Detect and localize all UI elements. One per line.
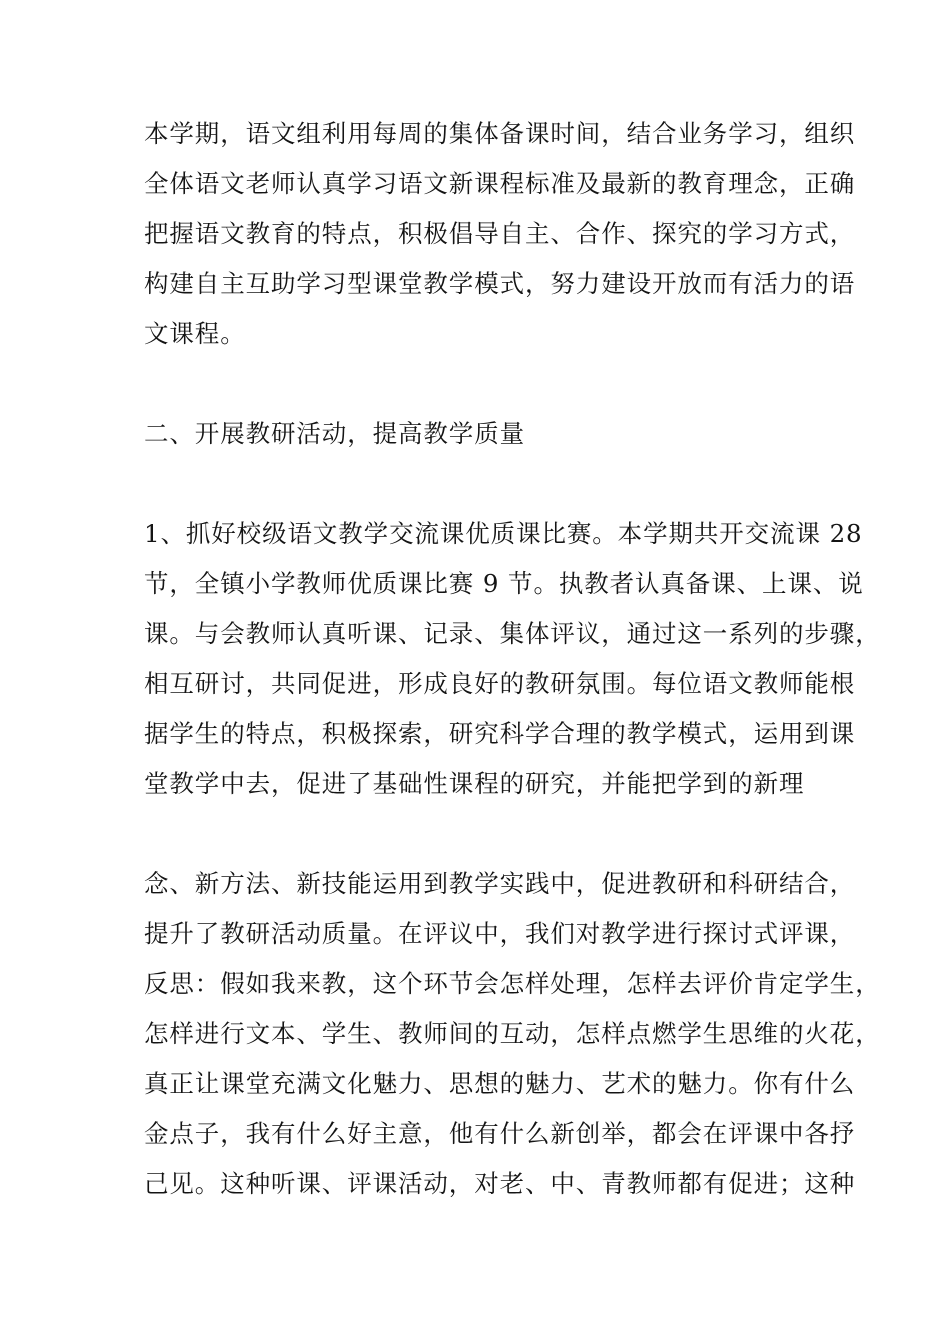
- section-heading-text: 二、开展教研活动，提高教学质量: [144, 419, 525, 448]
- text-line: 相互研讨，共同促进，形成良好的教研氛围。每位语文教师能根: [144, 669, 856, 698]
- text-line: 构建自主互助学习型课堂教学模式，努力建设开放而有活力的语: [144, 269, 856, 298]
- text-line: 全体语文老师认真学习语文新课程标准及最新的教育理念，正确: [144, 169, 856, 198]
- text-line: 据学生的特点，积极探索，研究科学合理的教学模式，运用到课: [144, 719, 856, 748]
- text-line: 节，全镇小学教师优质课比赛 9 节。执教者认真备课、上课、说: [144, 569, 864, 598]
- text-line: 反思：假如我来教，这个环节会怎样处理，怎样去评价肯定学生，: [144, 969, 881, 998]
- text-line: 念、新方法、新技能运用到教学实践中，促进教研和科研结合，: [144, 869, 856, 898]
- text-line: 把握语文教育的特点，积极倡导自主、合作、探究的学习方式，: [144, 219, 856, 248]
- text-line: 堂教学中去，促进了基础性课程的研究，并能把学到的新理: [144, 769, 805, 798]
- text-line: 己见。这种听课、评课活动，对老、中、青教师都有促进；这种: [144, 1169, 856, 1198]
- text-line: 本学期，语文组利用每周的集体备课时间，结合业务学习，组织: [144, 119, 856, 148]
- text-line: 课。与会教师认真听课、记录、集体评议，通过这一系列的步骤，: [144, 619, 881, 648]
- text-line: 提升了教研活动质量。在评议中，我们对教学进行探讨式评课，: [144, 919, 856, 948]
- text-line: 文课程。: [144, 319, 246, 348]
- text-line: 真正让课堂充满文化魅力、思想的魅力、艺术的魅力。你有什么: [144, 1069, 856, 1098]
- text-line: 金点子，我有什么好主意，他有什么新创举，都会在评课中各抒: [144, 1119, 856, 1148]
- text-line: 1、抓好校级语文教学交流课优质课比赛。本学期共开交流课 28: [144, 519, 863, 548]
- text-line: 怎样进行文本、学生、教师间的互动，怎样点燃学生思维的火花，: [144, 1019, 881, 1048]
